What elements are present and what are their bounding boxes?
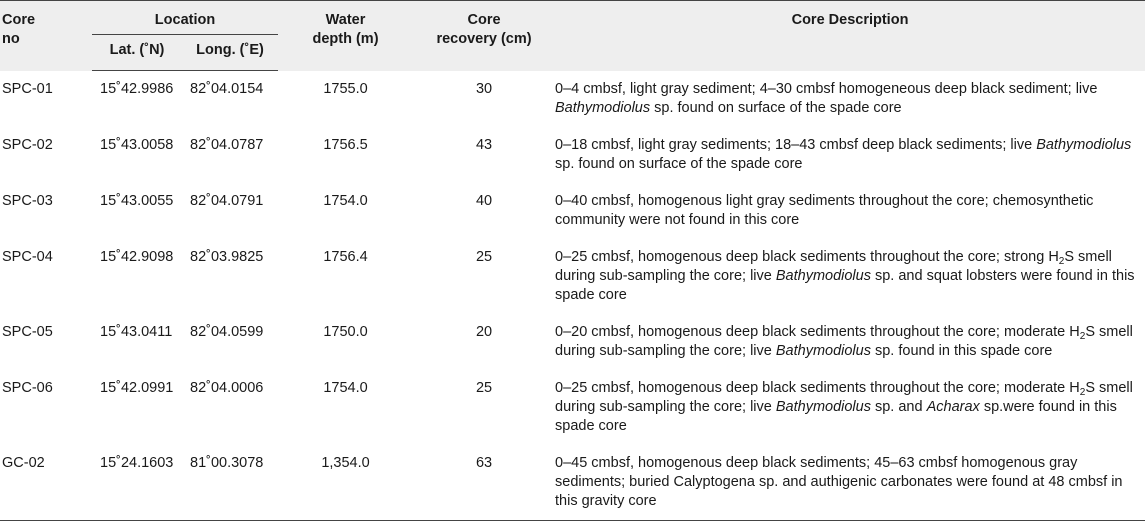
cell-description — [555, 314, 1145, 370]
description-text: sp. found on surface of the spade core — [650, 99, 902, 116]
description-text: sp. and — [870, 398, 927, 415]
cell-long: 82˚04.0787 — [190, 136, 264, 153]
header-core-no: Core no — [2, 12, 36, 47]
table-row — [0, 183, 1145, 239]
cell-lat: 15˚43.0411 — [100, 323, 173, 340]
cell-core-recovery: 30 — [475, 80, 493, 97]
cell-lat: 15˚42.0991 — [100, 379, 174, 396]
table-header — [0, 1, 1145, 71]
cell-core-no: GC-02 — [2, 454, 45, 471]
header-location: Location — [154, 12, 216, 28]
cell-core-recovery: 25 — [475, 248, 493, 265]
species-name: Bathymodiolus — [775, 342, 871, 359]
cell-long: 82˚04.0154 — [190, 81, 264, 97]
cell-water-depth: 1754.0 — [323, 192, 368, 209]
cell-lat: 15˚43.0055 — [100, 192, 174, 209]
cell-water-depth: 1756.5 — [323, 136, 368, 153]
cell-core-recovery: 25 — [475, 379, 493, 396]
cell-core-recovery: 63 — [475, 454, 493, 471]
cell-water-depth: 1754.0 — [323, 379, 368, 396]
cell-lat: 15˚43.0058 — [100, 136, 174, 153]
cell-core-no: SPC-05 — [2, 323, 53, 340]
header-lat: Lat. (˚N) — [92, 35, 182, 71]
cell-core-no: SPC-04 — [2, 248, 53, 265]
subscript: 2 — [1079, 330, 1086, 342]
description-text: 0–18 cmbsf, light gray sediments; 18–43 cmbsf deep black sediments; live — [555, 136, 1037, 153]
cell-long: 82˚04.0006 — [190, 379, 264, 396]
cell-lat: 15˚42.9098 — [100, 248, 174, 265]
table-row — [0, 314, 1145, 370]
cell-core-no: SPC-01 — [2, 80, 53, 97]
cell-description — [555, 183, 1145, 239]
description-text: 0–25 cmbsf, homogenous deep black sediments throughout the core; moderate H — [555, 379, 1080, 396]
cell-long: 82˚03.9825 — [190, 248, 264, 265]
cell-lat: 15˚24.1603 — [100, 454, 174, 471]
description-text: 0–20 cmbsf, homogenous deep black sediments throughout the core; moderate H — [555, 323, 1080, 340]
cell-description — [555, 127, 1145, 183]
species-name: Bathymodiolus — [775, 398, 871, 415]
cell-water-depth: 1756.4 — [323, 248, 368, 265]
table-row — [0, 127, 1145, 183]
header-long: Long. (˚E) — [182, 35, 278, 71]
description-text: S smell during sub-sampling the core; live — [555, 323, 1133, 359]
description-text: S smell during sub-sampling the core; live — [555, 248, 1112, 284]
description-text: S smell during sub-sampling the core; live — [555, 379, 1133, 415]
cell-water-depth: 1,354.0 — [321, 454, 370, 471]
cell-description — [555, 445, 1145, 521]
subscript: 2 — [1079, 386, 1086, 398]
cell-core-recovery: 40 — [475, 192, 493, 209]
table-row — [0, 370, 1145, 445]
header-core-recovery: Core recovery (cm) — [436, 12, 532, 47]
header-core-description: Core Description — [791, 12, 909, 28]
cell-long: 82˚04.0791 — [190, 192, 264, 209]
table-row — [0, 239, 1145, 314]
cell-lat: 15˚42.9986 — [100, 81, 174, 97]
species-name: Bathymodiolus — [1036, 136, 1132, 153]
cell-description — [555, 71, 1145, 127]
header-water-depth: Water depth (m) — [312, 12, 379, 47]
table-row — [0, 445, 1145, 521]
species-name: Acharax — [926, 398, 980, 415]
table-row — [0, 71, 1145, 127]
species-name: Bathymodiolus — [775, 267, 871, 284]
cell-water-depth: 1750.0 — [323, 323, 368, 340]
cell-core-recovery: 43 — [475, 136, 493, 153]
cell-core-recovery: 20 — [475, 323, 493, 340]
subscript: 2 — [1058, 255, 1065, 267]
species-name: Bathymodiolus — [555, 99, 651, 116]
description-text: sp. found on surface of the spade core — [555, 155, 803, 172]
cell-long: 81˚00.3078 — [190, 454, 264, 471]
description-text: sp. found in this spade core — [870, 342, 1053, 359]
cell-water-depth: 1755.0 — [323, 80, 368, 97]
cell-description — [555, 239, 1145, 314]
cell-description — [555, 370, 1145, 445]
description-text: 0–4 cmbsf, light gray sediment; 4–30 cmbsf homogeneous deep black sediment; live — [555, 80, 1098, 97]
description-text: 0–45 cmbsf, homogenous deep black sediments; 45–63 cmbsf homogenous gray sediments; buried Calyptogena sp. and authigenic carbonates were found at 48 cmbsf in this gravity core — [555, 454, 1123, 509]
cell-core-no: SPC-03 — [2, 192, 53, 209]
cell-core-no: SPC-02 — [2, 136, 53, 153]
cell-long: 82˚04.0599 — [190, 323, 264, 340]
description-text: 0–40 cmbsf, homogenous light gray sediments throughout the core; chemosynthetic community were not found in this core — [555, 192, 1094, 228]
description-text: sp.were found in this spade core — [555, 398, 1117, 434]
cell-core-no: SPC-06 — [2, 379, 53, 396]
description-text: sp. and squat lobsters were found in this spade core — [555, 267, 1135, 303]
description-text: 0–25 cmbsf, homogenous deep black sediments throughout the core; strong H — [555, 248, 1059, 265]
